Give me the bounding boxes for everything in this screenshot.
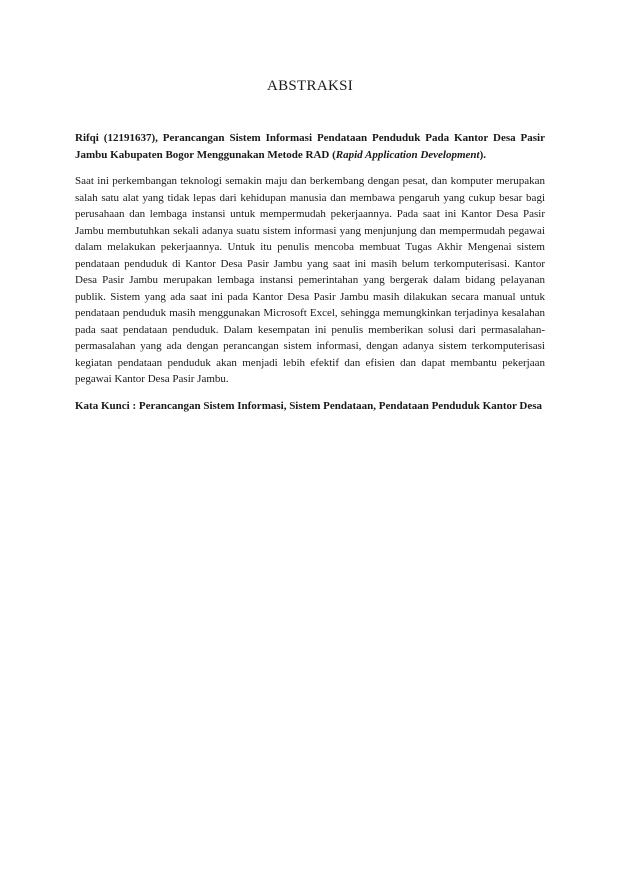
abstract-title: ABSTRAKSI — [266, 78, 354, 94]
citation-text: Rifqi (12191637), Perancangan Sistem Informasi Pendataan Penduduk Pada Kantor Desa Pasir Jambu Kabupaten Bogor Menggunakan Metode RAD ( — [75, 132, 545, 161]
keywords-paragraph: Kata Kunci : Perancangan Sistem Informasi, Sistem Pendataan, Pendataan Penduduk Kantor Desa — [75, 399, 543, 412]
citation-paragraph — [75, 130, 545, 163]
method-name-italic: Rapid Application Development — [335, 148, 480, 161]
abstract-body-paragraph: Saat ini perkembangan teknologi semakin maju dan berkembang dengan pesat, dan komputer merupakan salah satu alat yang tidak lepas dari kehidupan manusia dan membawa pengaruh yang cukup besar bagi perusahaan dan lembaga instansi untuk mempermudah pekerjaannya. Pada saat ini Kantor Desa Pasir Jambu membutuhkan sekali adanya suatu sistem informasi yang menjunjung dan mempermudah pegawai dalam melakukan pekerjaannya. Untuk itu penulis mencoba membuat Tugas Akhir Mengenai sistem pendataan penduduk di Kantor Desa Pasir Jambu yang saat ini masih belum terkomputerisasi. Kantor Desa Pasir Jambu merupakan lembaga instansi pemerintahan yang bergerak dalam bidang pelayanan publik. Sistem yang ada saat ini pada Kantor Desa Pasir Jambu masih dilakukan secara manual untuk pendataan penduduk masih menggunakan Microsoft Excel, sehingga memungkinkan terjadinya kesalahan pada saat pendataan penduduk. Dalam kesempatan ini penulis memberikan solusi dari permasalahan-permasalahan yang ada dengan perancangan sistem informasi, dengan adanya sistem terkomputerisasi kegiatan pendataan penduduk akan menjadi lebih efektif dan efisien dan dapat membantu pekerjaan pegawai Kantor Desa Pasir Jambu. — [75, 175, 545, 385]
abstract-content — [75, 130, 545, 414]
citation-closing: ). — [479, 148, 487, 161]
